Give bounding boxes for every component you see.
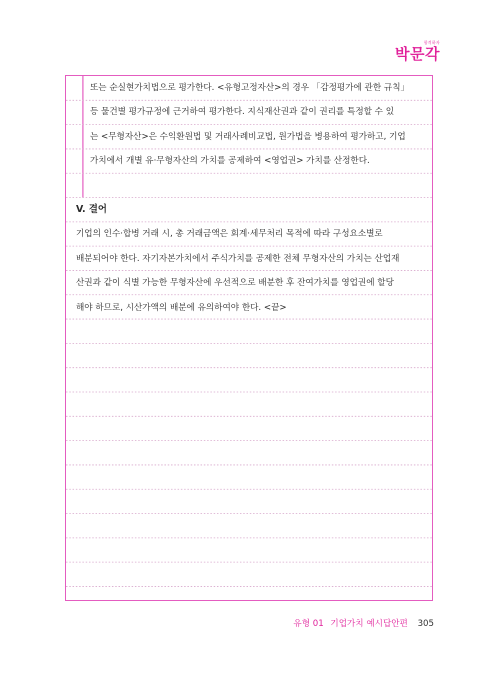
answer-sheet xyxy=(65,75,433,601)
conclusion-section xyxy=(66,198,432,320)
footer-section-label: 유형 01 xyxy=(293,619,324,629)
intro-paragraph xyxy=(66,76,432,174)
text-line: 기업의 인수·합병 거래 시, 총 거래금액은 회계·세무처리 목적에 따라 구성요소별로 xyxy=(76,229,383,240)
text-line: 산권과 같이 식별 가능한 무형자산에 우선적으로 배분한 후 잔여가치를 영업권에 할당 xyxy=(76,278,394,289)
text-line: 는 <무형자산>은 수익환원법 및 거래사례비교법, 원가법을 병용하여 평가하고, 기업 xyxy=(90,131,406,142)
text-line: 가치에서 개별 유·무형자산의 가치를 공제하여 <영업권> 가치를 산정한다. xyxy=(90,156,370,167)
page-number: 305 xyxy=(417,619,434,629)
footer-title: 기업가치 예시답안편 xyxy=(330,619,408,629)
page-footer xyxy=(293,617,434,629)
text-line: 해야 하므로, 시산가액의 배분에 유의하여야 한다. <끝> xyxy=(76,302,287,313)
brand-tagline: 합격하자 xyxy=(423,40,440,45)
section-heading: V. 결어 xyxy=(76,204,107,215)
brand-name: 박문각 xyxy=(395,45,440,63)
text-line: 또는 순실현가치법으로 평가한다. <유형고정자산>의 경우 「감정평가에 관한 규칙」 xyxy=(90,83,410,93)
brand-logo xyxy=(395,40,440,62)
text-line: 배분되어야 한다. 자기자본가치에서 주식가치를 공제한 전체 무형자산의 가치는 산업재 xyxy=(76,253,400,264)
text-line: 등 물건별 평가규정에 근거하여 평가한다. 지식재산권과 같이 권리를 특정할 수 있 xyxy=(90,107,395,118)
